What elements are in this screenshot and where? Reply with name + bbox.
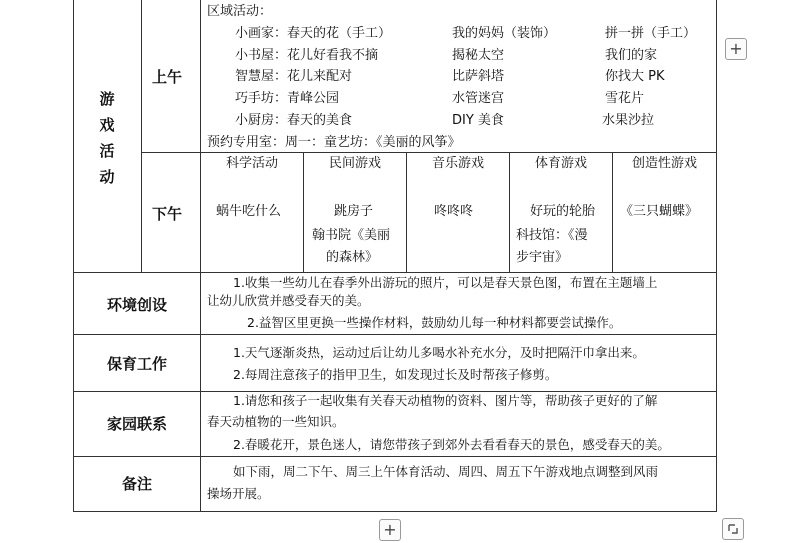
- pm-header-music: 音乐游戏: [431, 156, 484, 171]
- env-line: 让幼儿欣赏并感受春天的美。: [207, 293, 370, 308]
- area-item: 我的妈妈（装饰）: [452, 26, 557, 41]
- area-item: 比萨斜塔: [452, 69, 505, 84]
- area-item: 水管迷宫: [452, 91, 505, 106]
- table-border-right: [716, 0, 717, 512]
- pm-cell-folk: 跳房子: [334, 204, 374, 219]
- pm-cell-science: 蜗牛吃什么: [216, 204, 282, 219]
- pm-cell-folk: 的森林》: [326, 250, 379, 265]
- table-divider: [141, 152, 717, 153]
- am-label: 上午: [152, 68, 183, 86]
- area-item: 拼一拼（手工）: [605, 26, 697, 41]
- table-border-left: [73, 0, 74, 512]
- pm-cell-sports: 步宇宙》: [516, 250, 569, 265]
- table-divider: [73, 334, 717, 335]
- home-line: 1.请您和孩子一起收集有关春天动植物的资料、图片等，帮助孩子更好的了解: [233, 393, 658, 408]
- pm-cell-music: 咚咚咚: [434, 204, 474, 219]
- home-line: 春天动植物的一些知识。: [207, 414, 345, 429]
- env-label: 环境创设: [106, 296, 167, 314]
- game-activity-label: [97, 86, 117, 190]
- area-item: 揭秘太空: [452, 48, 505, 63]
- pm-header-science: 科学活动: [225, 156, 278, 171]
- pm-header-sports: 体育游戏: [534, 156, 587, 171]
- resize-corner-icon: [723, 519, 743, 539]
- home-label: 家园联系: [106, 415, 167, 433]
- care-line: 1.天气逐渐炎热，运动过后让幼儿多喝水补充水分，及时把隔汗巾拿出来。: [233, 345, 645, 360]
- table-divider: [73, 272, 717, 273]
- area-item: 雪花片: [605, 91, 645, 106]
- pm-header-folk: 民间游戏: [328, 156, 381, 171]
- table-divider: [141, 0, 142, 272]
- add-column-button[interactable]: [725, 38, 747, 60]
- table-resize-handle[interactable]: [722, 518, 744, 540]
- pm-cell-sports: 科技馆：《漫: [516, 228, 588, 243]
- reservation-text: 预约专用室：周一：童艺坊：《美丽的风筝》: [207, 135, 461, 150]
- area-item: 水果沙拉: [602, 113, 655, 128]
- label-char: 戏: [99, 116, 115, 134]
- notes-line: 如下雨，周二下午、周三上午体育活动、周四、周五下午游戏地点调整到风雨: [233, 464, 659, 479]
- area-item: 你找大 PK: [605, 69, 665, 84]
- table-divider: [200, 0, 201, 512]
- care-label: 保育工作: [106, 355, 167, 373]
- table-divider: [73, 456, 717, 457]
- area-item: 小书屋：花儿好看我不摘: [235, 48, 379, 63]
- env-line: 1.收集一些幼儿在春季外出游玩的照片，可以是春天景色图，布置在主题墙上: [233, 275, 658, 290]
- table-divider: [73, 391, 717, 392]
- home-line: 2.春暖花开，景色迷人，请您带孩子到郊外去看看春天的景色，感受春天的美。: [233, 437, 670, 452]
- pm-label: 下午: [152, 205, 183, 223]
- plus-icon: +: [383, 520, 397, 539]
- area-item: 我们的家: [605, 48, 658, 63]
- area-item: 小厨房：春天的美食: [235, 113, 353, 128]
- area-item: 智慧屋：花儿来配对: [235, 69, 353, 84]
- pm-cell-creative: 《三只蝴蝶》: [620, 204, 699, 219]
- label-char: 动: [99, 168, 115, 186]
- notes-line: 操场开展。: [207, 486, 270, 501]
- area-item: 巧手坊：青峰公园: [235, 91, 340, 106]
- pm-cell-folk: 翰书院《美丽: [312, 228, 391, 243]
- add-row-button[interactable]: [379, 519, 401, 541]
- area-title: 区域活动：: [207, 4, 273, 19]
- care-line: 2.每周注意孩子的指甲卫生，如发现过长及时帮孩子修剪。: [233, 367, 558, 382]
- table-border-bottom: [73, 511, 717, 512]
- notes-label: 备注: [121, 475, 152, 493]
- env-line: 2.益智区里更换一些操作材料，鼓励幼儿每一种材料都要尝试操作。: [247, 315, 622, 330]
- pm-header-creative: 创造性游戏: [631, 156, 697, 171]
- plus-icon: +: [729, 39, 743, 58]
- pm-cell-sports: 好玩的轮胎: [530, 204, 596, 219]
- area-item: 小画家：春天的花（手工）: [235, 26, 392, 41]
- label-char: 活: [99, 142, 115, 160]
- label-char: 游: [99, 90, 115, 108]
- area-item: DIY 美食: [452, 113, 504, 128]
